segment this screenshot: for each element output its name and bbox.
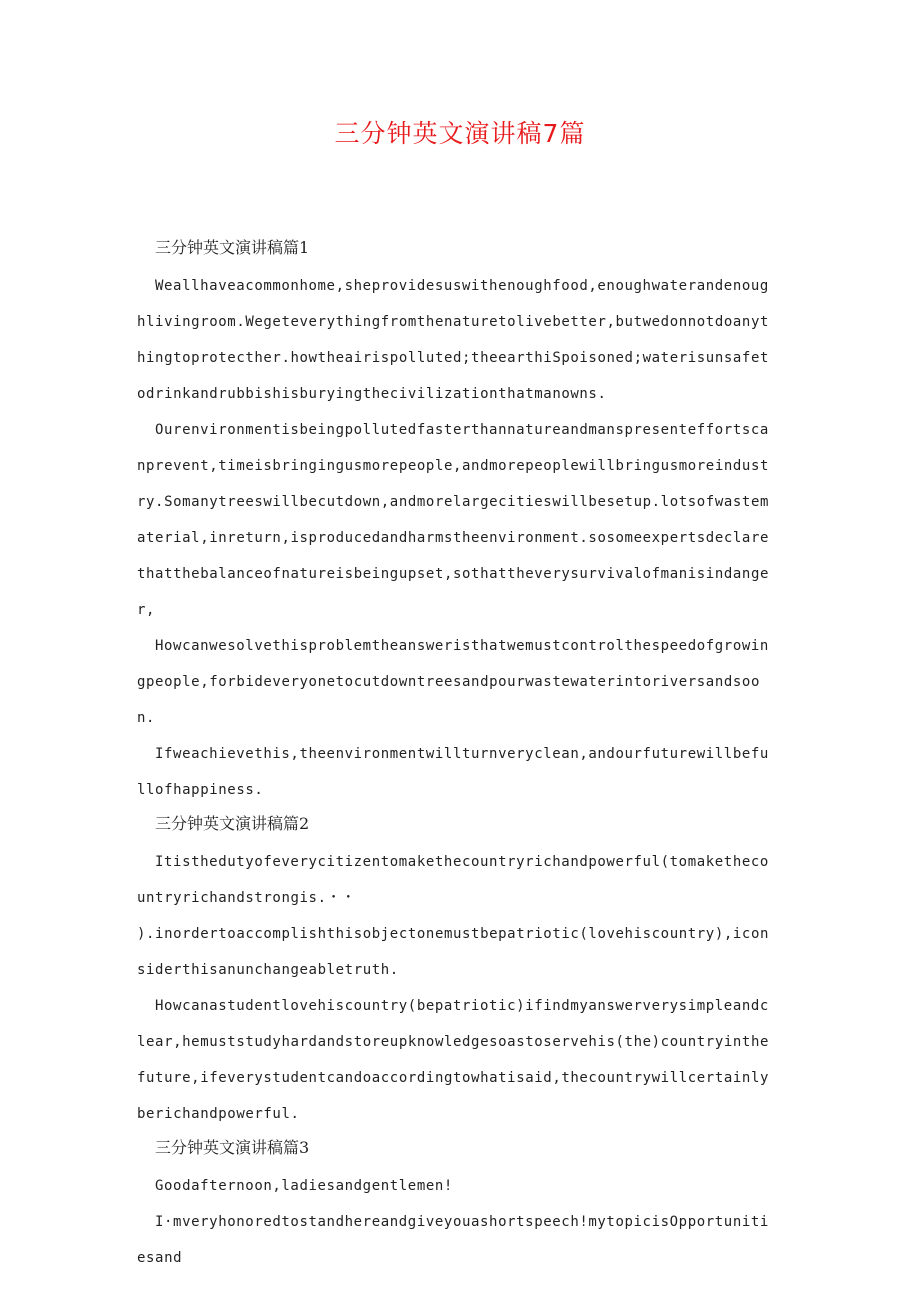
paragraph: Weallhaveacommonhome,sheprovidesuswithenoughfood,enoughwaterandenoughlivingroom.Wegeteverythingfromthenaturetolivebetter,butwedonnotdoanythingtoprotecther.howtheairispolluted;theearthiSpoisoned;waterisunsafetodrinkandrubbishisburyingthecivilizationthatmanowns. bbox=[137, 278, 770, 402]
document-body bbox=[137, 232, 777, 1276]
section-heading: 三分钟英文演讲稿篇3 bbox=[155, 1138, 310, 1157]
paragraph: Ourenvironmentisbeingpollutedfasterthannatureandmanspresenteffortscanprevent,timeisbringingusmorepeople,andmorepeoplewillbringusmoreindustry.Somanytreeswillbecutdown,andmorelargecitieswillbesetup.lotsofwastematerial,inreturn,isproducedandharmstheenvironment.sosomeexpertsdeclarethatthebalanceofnatureisbeingupset,sothattheverysurvivalofmanisindanger, bbox=[137, 422, 770, 618]
paragraph: Howcanwesolvethisproblemtheansweristhatwemustcontrolthespeedofgrowingpeople,forbideveryonetocutdowntreesandpourwastewaterintoriversandsoon. bbox=[137, 638, 769, 726]
paragraph: I·mveryhonoredtostandhereandgiveyouashortspeech!mytopicisOpportunitiesand bbox=[137, 1214, 769, 1266]
section-heading: 三分钟英文演讲稿篇2 bbox=[155, 814, 310, 833]
paragraph: ).inordertoaccomplishthisobjectonemustbepatriotic(lovehiscountry),iconsiderthisanunchangeabletruth. bbox=[137, 926, 770, 978]
paragraph: Howcanastudentlovehiscountry(bepatriotic)ifindmyanswerverysimpleandclear,hemuststudyhardandstoreupknowledgesoastoservehis(the)countryinthefuture,ifeverystudentcandoaccordingtowhatisaid,thecountrywillcertainlyberichandpowerful. bbox=[137, 998, 770, 1122]
paragraph: Ifweachievethis,theenvironmentwillturnveryclean,andourfuturewillbefullofhappiness. bbox=[137, 746, 769, 798]
paragraph: Itisthedutyofeverycitizentomakethecountryrichandpowerful(tomakethecountryrichandstrongis.・・ bbox=[137, 854, 769, 906]
document-title: 三分钟英文演讲稿7篇 bbox=[334, 119, 586, 148]
paragraph: Goodafternoon,ladiesandgentlemen! bbox=[155, 1178, 453, 1194]
section-heading: 三分钟英文演讲稿篇1 bbox=[155, 238, 310, 257]
